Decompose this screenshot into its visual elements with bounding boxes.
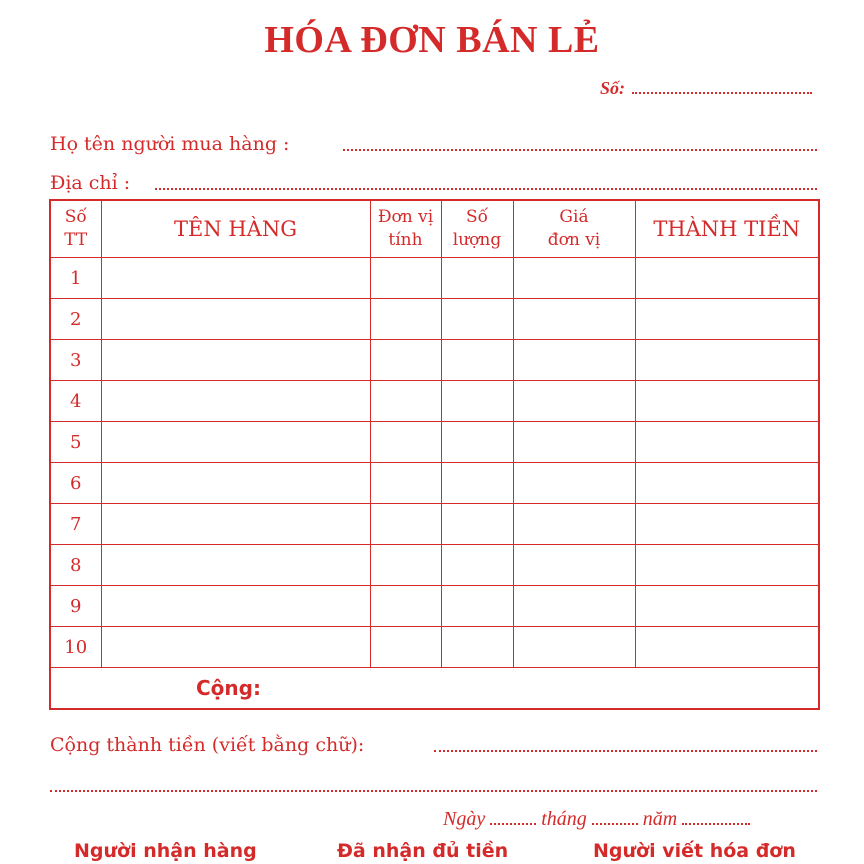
column-header-stt [50,200,101,258]
row-number: 9 [50,586,101,627]
cell-name[interactable] [101,627,370,668]
column-header-price [513,200,635,258]
column-header-price-line2: đơn vị [547,230,601,250]
table-row [50,422,819,463]
cell-qty[interactable] [441,299,513,340]
signature-writer: Người viết hóa đơn [593,840,796,862]
row-number: 2 [50,299,101,340]
cell-name[interactable] [101,381,370,422]
cell-unit[interactable] [370,258,441,299]
buyer-name-field[interactable] [343,149,817,151]
cell-amount[interactable] [635,299,819,340]
invoice-number-field[interactable] [632,92,812,94]
cell-unit[interactable] [370,627,441,668]
table-row [50,627,819,668]
column-header-qty-line2: lượng [452,230,502,250]
cell-amount[interactable] [635,258,819,299]
cell-price[interactable] [513,627,635,668]
cell-qty[interactable] [441,463,513,504]
row-number: 8 [50,545,101,586]
invoice-number-label: Số: [600,78,626,98]
cell-unit[interactable] [370,504,441,545]
column-header-stt-line2: TT [64,230,88,250]
invoice-table [49,199,820,710]
cell-amount[interactable] [635,627,819,668]
table-row [50,299,819,340]
cell-unit[interactable] [370,340,441,381]
cell-name[interactable] [101,422,370,463]
cell-price[interactable] [513,299,635,340]
column-header-qty [441,200,513,258]
cell-unit[interactable] [370,422,441,463]
cell-price[interactable] [513,381,635,422]
row-number: 10 [50,627,101,668]
cell-amount[interactable] [635,504,819,545]
cell-unit[interactable] [370,586,441,627]
column-header-price-line1: Giá [559,207,589,227]
cell-name[interactable] [101,299,370,340]
amount-in-words-field-line2[interactable] [50,790,817,792]
date-day-label: Ngày [443,808,486,830]
table-row [50,545,819,586]
cell-amount[interactable] [635,381,819,422]
signature-paid: Đã nhận đủ tiền [337,840,509,862]
table-row [50,504,819,545]
cell-amount[interactable] [635,340,819,381]
cell-name[interactable] [101,586,370,627]
amount-in-words-label: Cộng thành tiền (viết bằng chữ): [50,734,365,756]
cell-qty[interactable] [441,545,513,586]
column-header-qty-line1: Số [465,207,489,227]
row-number: 6 [50,463,101,504]
cell-qty[interactable] [441,258,513,299]
row-number: 5 [50,422,101,463]
table-row [50,340,819,381]
cell-amount[interactable] [635,586,819,627]
cell-price[interactable] [513,504,635,545]
cell-name[interactable] [101,340,370,381]
cell-amount[interactable] [635,422,819,463]
cell-price[interactable] [513,463,635,504]
cell-qty[interactable] [441,381,513,422]
row-number: 4 [50,381,101,422]
cell-unit[interactable] [370,299,441,340]
date-month-field[interactable] [592,809,638,825]
column-header-name: TÊN HÀNG [101,200,370,258]
cell-price[interactable] [513,545,635,586]
cell-name[interactable] [101,545,370,586]
cell-price[interactable] [513,340,635,381]
cell-amount[interactable] [635,463,819,504]
amount-in-words-field[interactable] [434,750,817,752]
address-field[interactable] [155,188,817,190]
date-line [443,808,750,831]
cell-name[interactable] [101,258,370,299]
total-row [50,668,819,710]
table-row [50,381,819,422]
cell-qty[interactable] [441,504,513,545]
table-row [50,586,819,627]
column-header-stt-line1: Số [64,207,87,227]
table-header-row [50,200,819,258]
signature-receiver: Người nhận hàng [74,840,257,862]
date-year-field[interactable] [682,809,750,825]
column-header-unit-line2: tính [388,230,423,250]
column-header-unit-line1: Đơn vị [377,207,434,227]
cell-name[interactable] [101,504,370,545]
column-header-unit [370,200,441,258]
cell-unit[interactable] [370,545,441,586]
table-row [50,463,819,504]
buyer-name-label: Họ tên người mua hàng : [50,133,290,155]
cell-qty[interactable] [441,422,513,463]
cell-unit[interactable] [370,381,441,422]
total-cell[interactable] [50,668,819,710]
cell-price[interactable] [513,586,635,627]
column-header-amount: THÀNH TIỀN [635,200,819,258]
address-label: Địa chỉ : [50,172,131,194]
date-day-field[interactable] [490,809,536,825]
total-label: Cộng: [196,676,261,700]
row-number: 7 [50,504,101,545]
cell-qty[interactable] [441,340,513,381]
row-number: 1 [50,258,101,299]
cell-amount[interactable] [635,545,819,586]
row-number: 3 [50,340,101,381]
date-month-label: tháng [541,808,587,830]
cell-name[interactable] [101,463,370,504]
cell-price[interactable] [513,258,635,299]
cell-price[interactable] [513,422,635,463]
cell-qty[interactable] [441,586,513,627]
cell-qty[interactable] [441,627,513,668]
invoice-title: HÓA ĐƠN BÁN LẺ [264,19,600,61]
cell-unit[interactable] [370,463,441,504]
date-year-label: năm [642,808,678,830]
table-row [50,258,819,299]
